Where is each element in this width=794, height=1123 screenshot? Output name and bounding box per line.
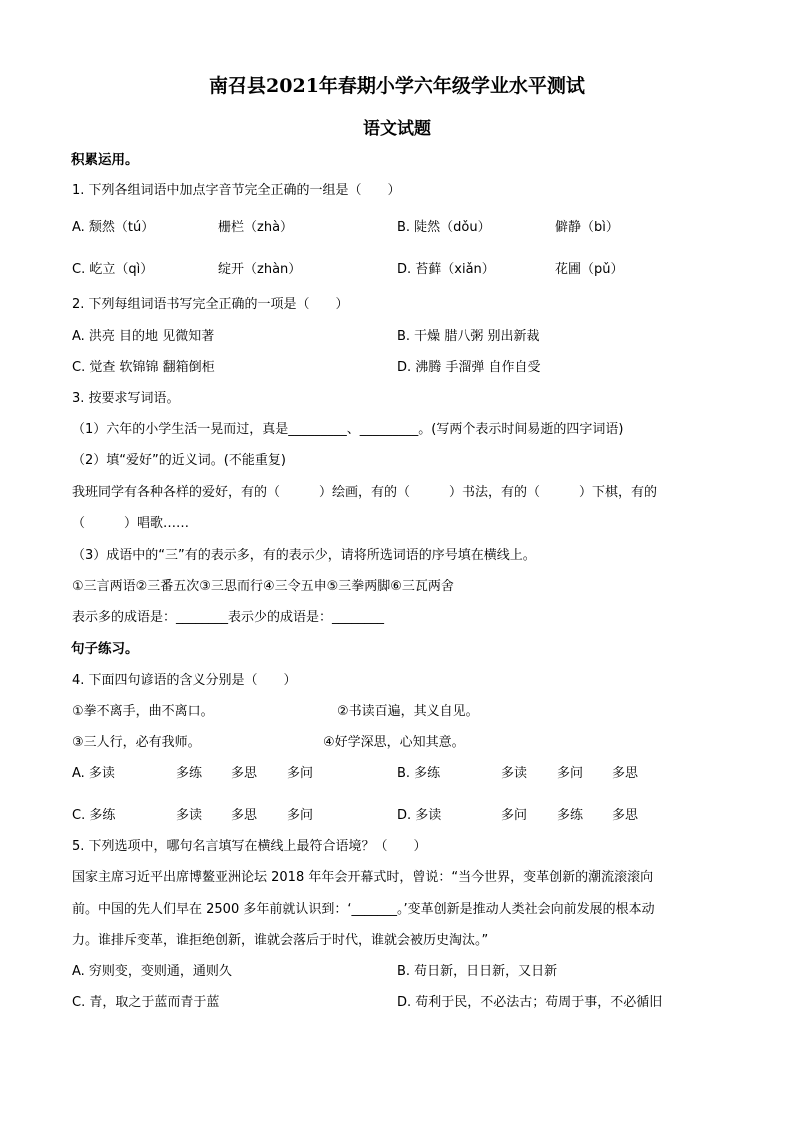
q4-option-a-3: 多思 [231,766,258,781]
q3-stem: 3. 按要求写词语。 [72,391,180,406]
q4-option-c-4: 多问 [287,808,314,823]
q4-saying-3: ③三人行，必有我师。 [72,735,201,750]
q4-option-b-2: 多读 [501,766,528,781]
q1-option-d: D. 苔藓（xiǎn） [397,262,495,277]
section-heading-sentences: 句子练习。 [71,641,139,657]
q4-option-d-3: 多练 [557,808,584,823]
q3-part3-idioms: ①三言两语②三番五次③三思而行④三令五申⑤三拳两脚⑥三瓦两舍 [72,579,454,594]
q4-option-d-4: 多思 [612,808,639,823]
q3-part2: （2）填“爱好”的近义词。(不能重复) [72,453,286,468]
q2-option-b: B. 干燥 腊八粥 别出新裁 [397,329,540,344]
q4-option-a-2: 多练 [176,766,203,781]
q4-option-b: B. 多练 [397,766,441,781]
q3-part2-sentence-cont: （ ）唱歌…… [72,516,190,531]
q1-option-c-word2: 绽开（zhàn） [218,262,302,277]
q4-option-b-3: 多问 [557,766,584,781]
q3-part1: （1）六年的小学生活一晃而过，真是_________、_________。(写两个表示时间易逝的四字词语) [72,422,624,437]
q3-part3: （3）成语中的“三”有的表示多，有的表示少，请将所选词语的序号填在横线上。 [72,548,536,563]
q5-option-c: C. 青，取之于蓝而青于蓝 [72,995,220,1010]
q5-option-d: D. 苟利于民，不必法古；苟周于事，不必循旧 [397,995,663,1010]
q1-stem: 1. 下列各组词语中加点字音节完全正确的一组是（ ） [72,183,401,198]
section-heading-accumulation: 积累运用。 [71,152,139,168]
q4-saying-2: ②书读百遍，其义自见。 [337,704,479,719]
page-subtitle: 语文试题 [363,119,431,139]
q5-passage-line3: 力。谁排斥变革，谁拒绝创新，谁就会落后于时代，谁就会被历史淘汰。” [72,933,489,948]
q3-part2-sentence: 我班同学有各种各样的爱好，有的（ ）绘画，有的（ ）书法，有的（ ）下棋，有的 [72,485,658,500]
q5-passage-line2: 前。中国的先人们早在 2500 多年前就认识到：‘_______。’变革创新是推动人类社会向前发展的根本动 [72,902,655,917]
q4-option-b-4: 多思 [612,766,639,781]
q2-option-d: D. 沸腾 手溜弹 自作自受 [397,360,541,375]
q4-saying-1: ①拳不离手，曲不离口。 [72,704,214,719]
q4-option-c: C. 多练 [72,808,116,823]
page-title: 南召县2021年春期小学六年级学业水平测试 [209,75,585,97]
q4-option-c-2: 多读 [176,808,203,823]
q1-option-a-word2: 栅栏（zhà） [218,220,294,235]
q1-option-c: C. 屹立（qì） [72,262,154,277]
q2-stem: 2. 下列每组词语书写完全正确的一项是（ ） [72,297,349,312]
q4-option-a-4: 多问 [287,766,314,781]
q4-option-a: A. 多读 [72,766,115,781]
q1-option-d-word2: 花圃（pǔ） [555,262,624,277]
q5-stem: 5. 下列选项中，哪句名言填写在横线上最符合语境？（ ） [72,839,427,854]
q4-stem: 4. 下面四句谚语的含义分别是（ ） [72,673,297,688]
q4-saying-4: ④好学深思，心知其意。 [323,735,465,750]
q4-option-c-3: 多思 [231,808,258,823]
q3-part3-answer: 表示多的成语是：________表示少的成语是：________ [72,610,385,625]
q1-option-b: B. 陡然（dǒu） [397,220,491,235]
q4-option-d: D. 多读 [397,808,442,823]
q1-option-a: A. 颓然（tú） [72,220,155,235]
q5-passage-line1: 国家主席习近平出席博鳌亚洲论坛 2018 年年会开幕式时，曾说：“当今世界，变革创新的潮流滚滚向 [72,870,654,885]
q2-option-c: C. 觉查 软锦锦 翻箱倒柜 [72,360,215,375]
q1-option-b-word2: 僻静（bì） [555,220,619,235]
q4-option-d-2: 多问 [501,808,528,823]
q5-option-b: B. 苟日新，日日新，又日新 [397,964,558,979]
q2-option-a: A. 洪亮 目的地 见微知著 [72,329,215,344]
q5-option-a: A. 穷则变，变则通，通则久 [72,964,232,979]
